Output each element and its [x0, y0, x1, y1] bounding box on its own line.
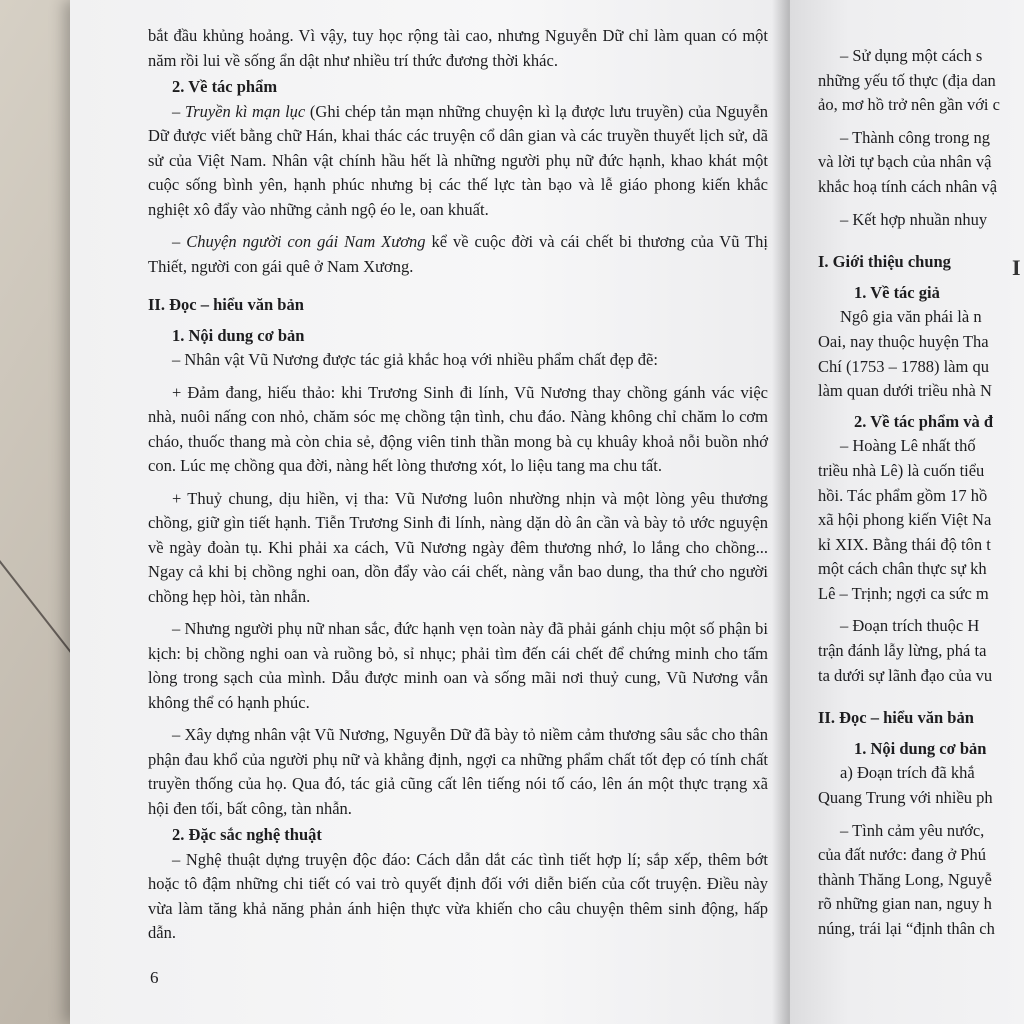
- text-line: a) Đoạn trích đã khắ: [840, 763, 975, 783]
- section-heading: I. Giới thiệu chung: [818, 252, 951, 272]
- text-line: triều nhà Lê) là cuốn tiểu: [818, 460, 985, 480]
- paragraph-text: + Thuỷ chung, dịu hiền, vị tha: Vũ Nương luôn nhường nhịn và một lòng yêu thương chồng, giữ gìn tiết hạnh. Tiễn Trương Sinh đi lính, nàng dặn dò ân cần và bày tỏ ước nguyện về ngày đoàn tụ. Khi phải xa cách, Vũ Nương ngày đêm thương nhớ, lo lắng cho chồng... Ngay cả khi bị chồng nghi oan, dồn đẩy vào cái chết, nàng vẫn bao dung, tha thứ cho người chồng hẹp hòi, tàn nhẫn.: [148, 488, 768, 606]
- text-line: rõ những gian nan, nguy h: [818, 894, 992, 914]
- text-line: Chí (1753 – 1788) làm qu: [818, 356, 989, 376]
- work-title: Truyền kì mạn lục: [184, 101, 306, 121]
- text-line: một cách chân thực sự kh: [818, 559, 987, 579]
- paragraph-text: – Nhân vật Vũ Nương được tác giả khắc hoạ với nhiều phẩm chất đẹp đẽ:: [172, 350, 658, 369]
- text-line: xã hội phong kiến Việt Na: [818, 510, 992, 530]
- paragraph: [148, 381, 768, 479]
- paragraph: – Truyền kì mạn lục (Ghi chép tản mạn những chuyện kì lạ được lưu truyền) của Nguyễn Dữ được viết bằng chữ Hán, khai thác các truyện cổ dân gian và các truyền thuyết lịch sử, dã sử của Việt Nam. Nhân vật chính hầu hết là những người phụ nữ đức hạnh, khao khát một cuộc sống bình yên, hạnh phúc nhưng bị các thế lực tàn bạo và lễ giáo phong kiến khắc nghiệt xô đẩy vào những cảnh ngộ éo le, oan khuất.: [148, 101, 769, 219]
- text-line: – Thành công trong ng: [840, 127, 991, 147]
- page-number: 6: [150, 968, 159, 987]
- paragraph-text: 2. Đặc sắc nghệ thuật: [172, 825, 322, 844]
- text-line: những yếu tố thực (địa dan: [818, 70, 996, 90]
- text-line: núng, trái lại “định thân ch: [818, 919, 995, 938]
- paragraph-text: 2. Về tác phẩm: [172, 77, 278, 96]
- paragraph: – Chuyện người con gái Nam Xương kể về cuộc đời và cái chết bi thương của Vũ Thị Thiết, người con gái quê ở Nam Xương.: [148, 232, 769, 276]
- section-heading: II. Đọc – hiểu văn bản: [818, 708, 974, 728]
- paragraph-text: bắt đầu khủng hoảng. Vì vậy, tuy học rộng tài cao, nhưng Nguyễn Dữ chỉ làm quan có một năm rồi lui về sống ẩn dật như nhiều trí thức đương thời khác.: [148, 26, 768, 70]
- text-line: và lời tự bạch của nhân vậ: [818, 152, 992, 172]
- text-line: trận đánh lẫy lừng, phá ta: [818, 641, 987, 661]
- text-line: – Hoàng Lê nhất thố: [840, 436, 976, 456]
- text-line: ảo, mơ hồ trở nên gần với c: [818, 95, 1000, 115]
- paragraph: [148, 723, 768, 821]
- paragraph-text: 1. Nội dung cơ bản: [172, 325, 305, 345]
- text-line: khắc hoạ tính cách nhân vậ: [818, 176, 998, 196]
- section-heading: 1. Về tác giả: [854, 282, 940, 302]
- paragraph-text: (Ghi chép tản mạn những chuyện kì lạ được lưu truyền) của Nguyễn Dữ được viết bằng chữ Hán, khai thác các truyện cổ dân gian và các truyền thuyết lịch sử, dã sử của Việt Nam. Nhân vật chính hầu hết là những người phụ nữ đức hạnh, khao khát một cuộc sống bình yên, hạnh phúc nhưng bị các thế lực tàn bạo và lễ giáo phong kiến khắc nghiệt xô đẩy vào những cảnh ngộ éo le, oan khuất.: [148, 101, 769, 219]
- section-heading: [148, 324, 768, 349]
- text-line: – Đoạn trích thuộc H: [840, 616, 980, 636]
- paragraph: [148, 617, 768, 715]
- paragraph-text: – Xây dựng nhân vật Vũ Nương, Nguyễn Dữ đã bày tỏ niềm cảm thương sâu sắc cho thân phận đau khổ của người phụ nữ và khẳng định, ngợi ca những phẩm chất tốt đẹp có tính chất truyền thống của họ. Qua đó, tác giả cũng cất lên tiếng nói tố cáo, lên án một thực trạng xã hội đen tối, bất công, tàn nhẫn.: [148, 725, 768, 818]
- text-line: hồi. Tác phẩm gồm 17 hồ: [818, 485, 988, 505]
- text-line: thành Thăng Long, Nguyễ: [818, 869, 992, 889]
- text-line: ta dưới sự lãnh đạo của vu: [818, 665, 993, 685]
- paragraph: [148, 848, 768, 946]
- paragraph-text: II. Đọc – hiểu văn bản: [148, 295, 304, 314]
- text-line: Lê – Trịnh; ngợi ca sức m: [818, 583, 989, 603]
- paragraph-text: + Đảm đang, hiếu thảo: khi Trương Sinh đi lính, Vũ Nương thay chồng gánh vác việc nhà, nuôi nấng con nhỏ, chăm sóc mẹ chồng tận tình, chu đáo. Nàng không chỉ chăm lo cơm cháo, thuốc thang mà còn chia sẻ, động viên tinh thần mong bà cụ khuây khoả nỗi buồn nhớ con. Lúc mẹ chồng qua đời, nàng hết lòng thương xót, lo liệu tang ma chu tất.: [148, 382, 768, 475]
- section-heading: [148, 823, 768, 848]
- section-heading: [148, 293, 768, 318]
- text-line: Oai, nay thuộc huyện Tha: [818, 331, 989, 351]
- text-line: Ngô gia văn phái là n: [840, 307, 982, 327]
- right-page-text: [818, 44, 1024, 942]
- paragraph-text: kể về cuộc đời và cái chết bi thương của Vũ Thị Thiết, người con gái quê ở Nam Xương.: [148, 232, 769, 276]
- right-page-section-heading: I: [1012, 255, 1021, 280]
- section-heading: 1. Nội dung cơ bản: [854, 738, 987, 758]
- text-line: làm quan dưới triều nhà N: [818, 381, 992, 401]
- paragraph: [148, 348, 768, 373]
- text-line: – Tình cảm yêu nước,: [840, 820, 985, 840]
- text-line: – Kết hợp nhuần nhuy: [840, 209, 988, 229]
- left-page-text: [148, 24, 768, 946]
- text-line: – Sử dụng một cách s: [840, 46, 983, 65]
- paragraph: [148, 24, 768, 73]
- paragraph: [148, 487, 768, 610]
- text-line: kỉ XIX. Bằng thái độ tôn t: [818, 534, 991, 554]
- paragraph-text: – Nhưng người phụ nữ nhan sắc, đức hạnh vẹn toàn này đã phải gánh chịu một số phận bi kịch: bị chồng nghi oan và ruồng bỏ, sỉ nhục; phải tìm đến cái chết để chứng minh cho tấm lòng trong sạch của mình. Dẫu được minh oan và sống mãi nơi thuỷ cung, Vũ Nương vẫn không thể có hạnh phúc.: [148, 619, 768, 712]
- section-heading: 2. Về tác phẩm và đ: [854, 411, 994, 431]
- text-line: của đất nước: đang ở Phú: [818, 845, 986, 865]
- work-title: Chuyện người con gái Nam Xương: [186, 232, 426, 251]
- paragraph-text: – Nghệ thuật dựng truyện độc đáo: Cách dẫn dắt các tình tiết hợp lí; sắp xếp, thêm bớt hoặc tô đậm những chi tiết có vai trò quyết định đối với diễn biến của cốt truyện. Điều này vừa làm tăng khả năng phản ánh hiện thực vừa khiến cho câu chuyện thêm sinh động, hấp dẫn.: [148, 849, 768, 942]
- text-line: Quang Trung với nhiều ph: [818, 788, 993, 808]
- section-heading: [148, 75, 768, 100]
